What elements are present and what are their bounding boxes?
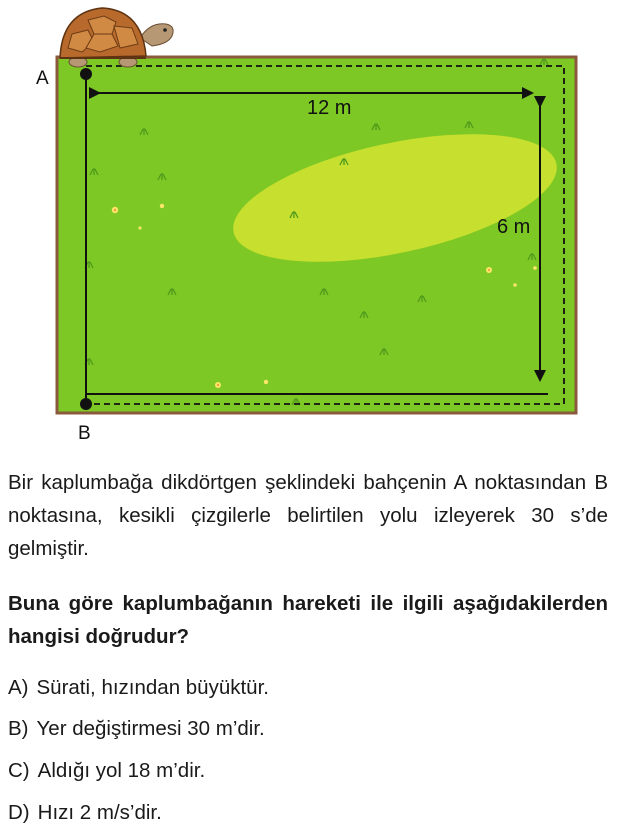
option-letter: A)	[8, 676, 29, 699]
width-dimension-label: 12 m	[307, 97, 352, 119]
option-text: Hızı 2 m/s’dir.	[37, 801, 162, 824]
option-d[interactable]	[8, 800, 162, 826]
point-b-label: B	[78, 423, 91, 444]
question-prompt: Buna göre kaplumbağanın hareketi ile ilgili aşağıdakilerden hangisi doğrudur?	[8, 592, 608, 648]
question-text: Bir kaplumbağa dikdörtgen şeklindeki bahçenin A noktasından B noktasına, kesikli çizgilerle belirtilen yolu izleyerek 30 s’de gelmiştir.	[8, 471, 608, 560]
point-a-label: A	[36, 68, 49, 89]
option-letter: D)	[8, 801, 30, 824]
option-a[interactable]	[8, 675, 269, 701]
point-a	[80, 68, 92, 80]
option-text: Yer değiştirmesi 30 m’dir.	[36, 717, 265, 740]
option-text: Sürati, hızından büyüktür.	[36, 676, 269, 699]
option-b[interactable]	[8, 716, 265, 742]
option-text: Aldığı yol 18 m’dir.	[37, 759, 206, 782]
option-c[interactable]	[8, 758, 205, 784]
option-letter: B)	[8, 717, 29, 740]
option-letter: C)	[8, 759, 30, 782]
point-b	[80, 398, 92, 410]
height-dimension-label: 6 m	[497, 216, 531, 238]
